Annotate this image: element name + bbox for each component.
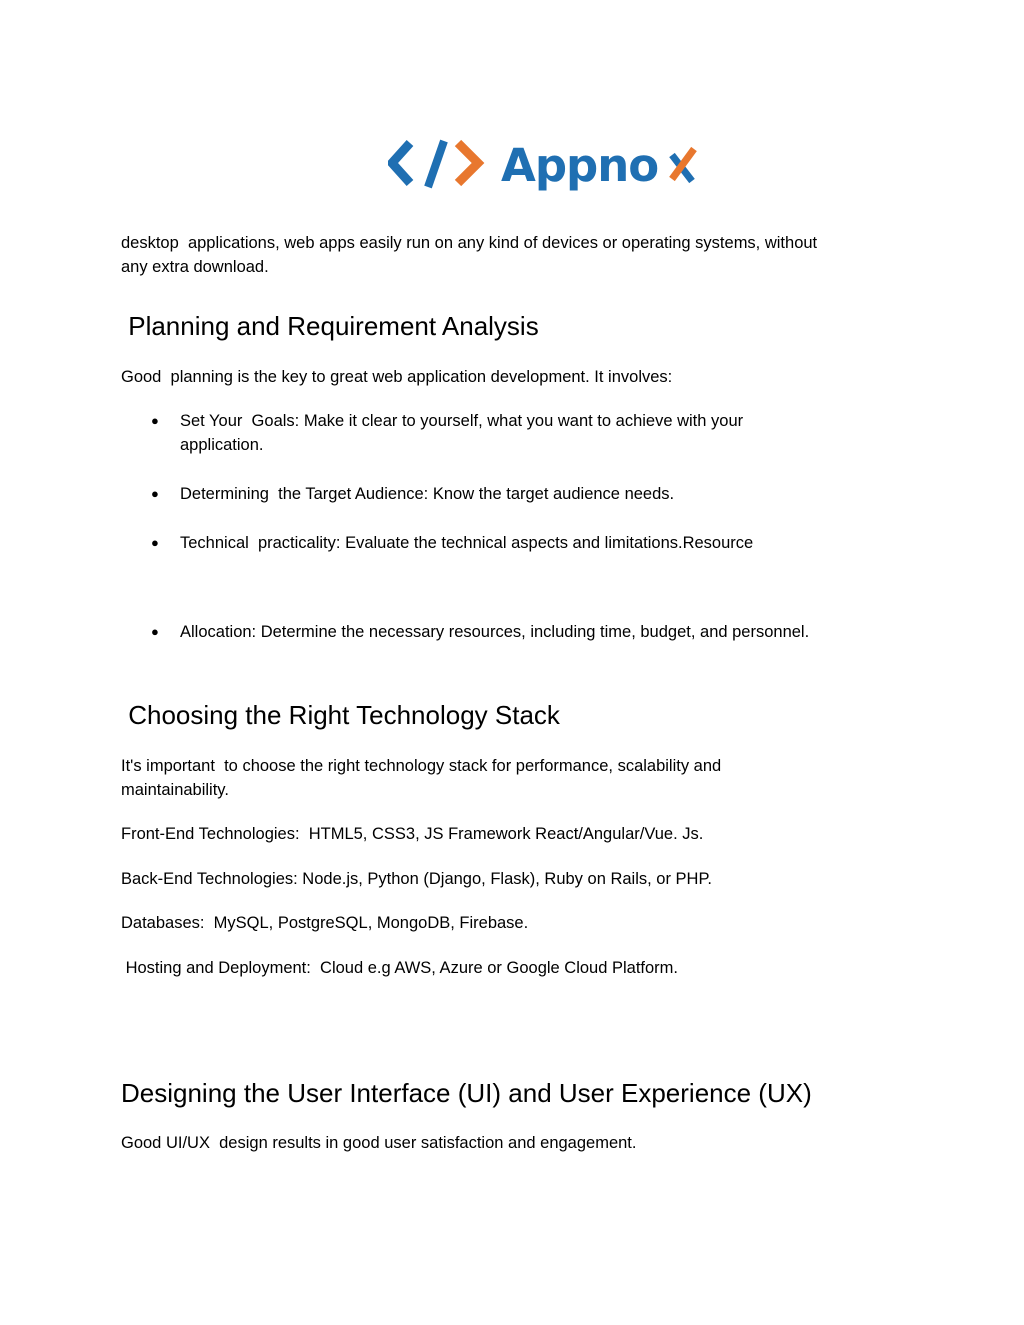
logo-x-mark: [672, 149, 694, 181]
list-item: [151, 620, 891, 644]
heading-planning: Planning and Requirement Analysis: [121, 311, 539, 341]
list-item: [151, 531, 891, 555]
databases: Databases: MySQL, PostgreSQL, MongoDB, Firebase.: [121, 914, 529, 932]
list-item-text: Allocation: Determine the necessary resources, including time, budget, and personnel.: [180, 623, 810, 641]
intro-line-1: desktop applications, web apps easily run on any kind of devices or operating systems, without: [121, 234, 818, 252]
bullet-icon: ●: [151, 535, 159, 550]
bullet-icon: ●: [151, 624, 159, 639]
list-item-text: application.: [180, 436, 264, 454]
list-item: [151, 482, 891, 506]
appnox-logo-graphic: [388, 133, 708, 197]
list-item: [151, 409, 891, 457]
list-item-text: Determining the Target Audience: Know the target audience needs.: [180, 485, 675, 503]
heading-ui-ux: Designing the User Interface (UI) and User Experience (UX): [121, 1078, 812, 1108]
frontend-technologies: Front-End Technologies: HTML5, CSS3, JS Framework React/Angular/Vue. Js.: [121, 825, 704, 843]
planning-paragraph: Good planning is the key to great web application development. It involves:: [121, 368, 673, 386]
tech-paragraph-line-2: maintainability.: [121, 781, 229, 799]
intro-line-2: any extra download.: [121, 258, 269, 276]
code-brackets-icon: [392, 141, 478, 187]
logo-wordmark: Appno: [501, 139, 659, 192]
bullet-icon: ●: [151, 413, 159, 428]
bullet-icon: ●: [151, 486, 159, 501]
hosting-deployment: Hosting and Deployment: Cloud e.g AWS, Azure or Google Cloud Platform.: [121, 959, 679, 977]
list-item-text: Set Your Goals: Make it clear to yourself, what you want to achieve with your: [180, 412, 744, 430]
appnox-logo: [388, 133, 708, 197]
tech-paragraph-line-1: It's important to choose the right technology stack for performance, scalability and: [121, 757, 722, 775]
backend-technologies: Back-End Technologies: Node.js, Python (Django, Flask), Ruby on Rails, or PHP.: [121, 870, 712, 888]
ui-ux-paragraph: Good UI/UX design results in good user satisfaction and engagement.: [121, 1134, 637, 1152]
list-item-text: Technical practicality: Evaluate the technical aspects and limitations.Resource: [180, 534, 754, 552]
heading-tech-stack: Choosing the Right Technology Stack: [121, 700, 560, 730]
